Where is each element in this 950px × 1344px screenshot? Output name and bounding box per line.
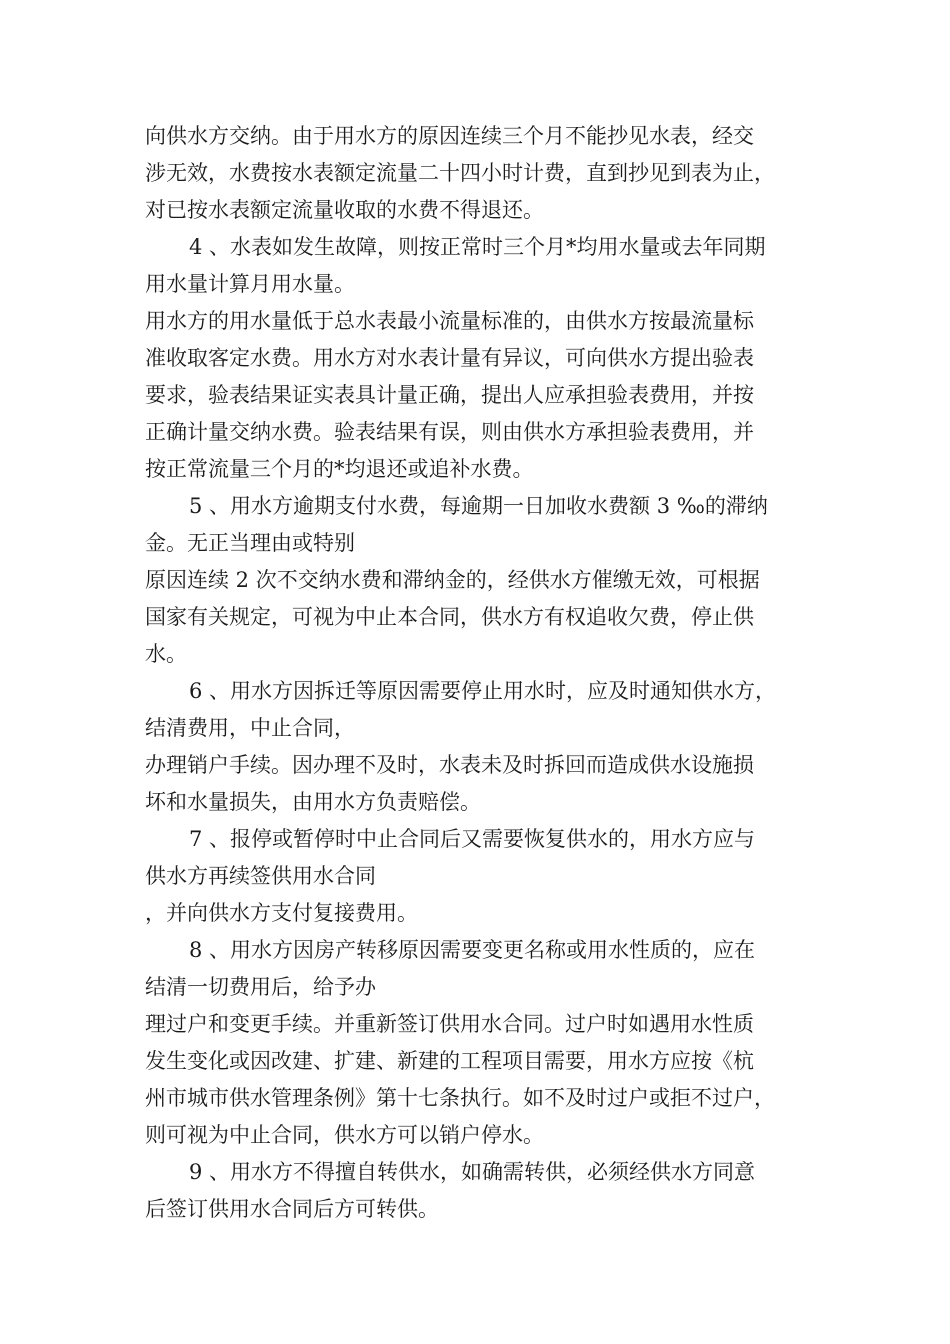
clause-6-line: 6 、用水方因拆迁等原因需要停止用水时，应及时通知供水方， (189, 679, 777, 703)
text-line: 结清费用，中止合同， (145, 716, 355, 740)
text-line: 用水方的用水量低于总水表最小流量标准的，由供水方按最流量标 (145, 309, 754, 333)
text-line: 坏和水量损失，由用水方负责赔偿。 (145, 790, 481, 814)
text-line: 准收取客定水费。用水方对水表计量有异议，可向供水方提出验表 (145, 346, 754, 370)
text-line: 后签订供用水合同后方可转供。 (145, 1197, 439, 1221)
clause-4-line: 4 、水表如发生故障，则按正常时三个月*均用水量或去年同期 (189, 235, 766, 259)
text-line: 按正常流量三个月的*均退还或追补水费。 (145, 457, 534, 481)
text-line: 供水方再续签供用水合同 (145, 864, 376, 888)
text-line: 要求，验表结果证实表具计量正确，提出人应承担验表费用，并按 (145, 383, 754, 407)
text-line: 结清一切费用后，给予办 (145, 975, 376, 999)
text-line: 原因连续 2 次不交纳水费和滞纳金的，经供水方催缴无效，可根据 (145, 568, 760, 592)
clause-9-line: 9 、用水方不得擅自转供水，如确需转供，必须经供水方同意 (189, 1160, 756, 1184)
text-line: 用水量计算月用水量。 (145, 272, 355, 296)
clause-7-line: 7 、报停或暂停时中止合同后又需要恢复供水的，用水方应与 (189, 827, 756, 851)
clause-5-line: 5 、用水方逾期支付水费，每逾期一日加收水费额 3 ‰的滞纳 (189, 494, 768, 518)
text-line: 水。 (145, 642, 187, 666)
text-line: 理过户和变更手续。并重新签订供用水合同。过户时如遇用水性质 (145, 1012, 754, 1036)
text-line: 国家有关规定，可视为中止本合同，供水方有权追收欠费，停止供 (145, 605, 754, 629)
text-line: 州市城市供水管理条例》第十七条执行。如不及时过户或拒不过户， (145, 1086, 775, 1110)
text-line: 正确计量交纳水费。验表结果有误，则由供水方承担验表费用，并 (145, 420, 754, 444)
text-line: 金。无正当理由或特别 (145, 531, 355, 555)
text-line: 向供水方交纳。由于用水方的原因连续三个月不能抄见水表，经交 (145, 124, 754, 148)
text-line: ，并向供水方支付复接费用。 (145, 901, 418, 925)
clause-8-line: 8 、用水方因房产转移原因需要变更名称或用水性质的，应在 (189, 938, 756, 962)
text-line: 则可视为中止合同，供水方可以销户停水。 (145, 1123, 544, 1147)
document-body (145, 118, 845, 1228)
text-line: 发生变化或因改建、扩建、新建的工程项目需要，用水方应按《杭 (145, 1049, 754, 1073)
text-line: 办理销户手续。因办理不及时，水表未及时拆回而造成供水设施损 (145, 753, 754, 777)
text-line: 对已按水表额定流量收取的水费不得退还。 (145, 198, 544, 222)
text-line: 涉无效，水费按水表额定流量二十四小时计费，直到抄见到表为止， (145, 161, 775, 185)
